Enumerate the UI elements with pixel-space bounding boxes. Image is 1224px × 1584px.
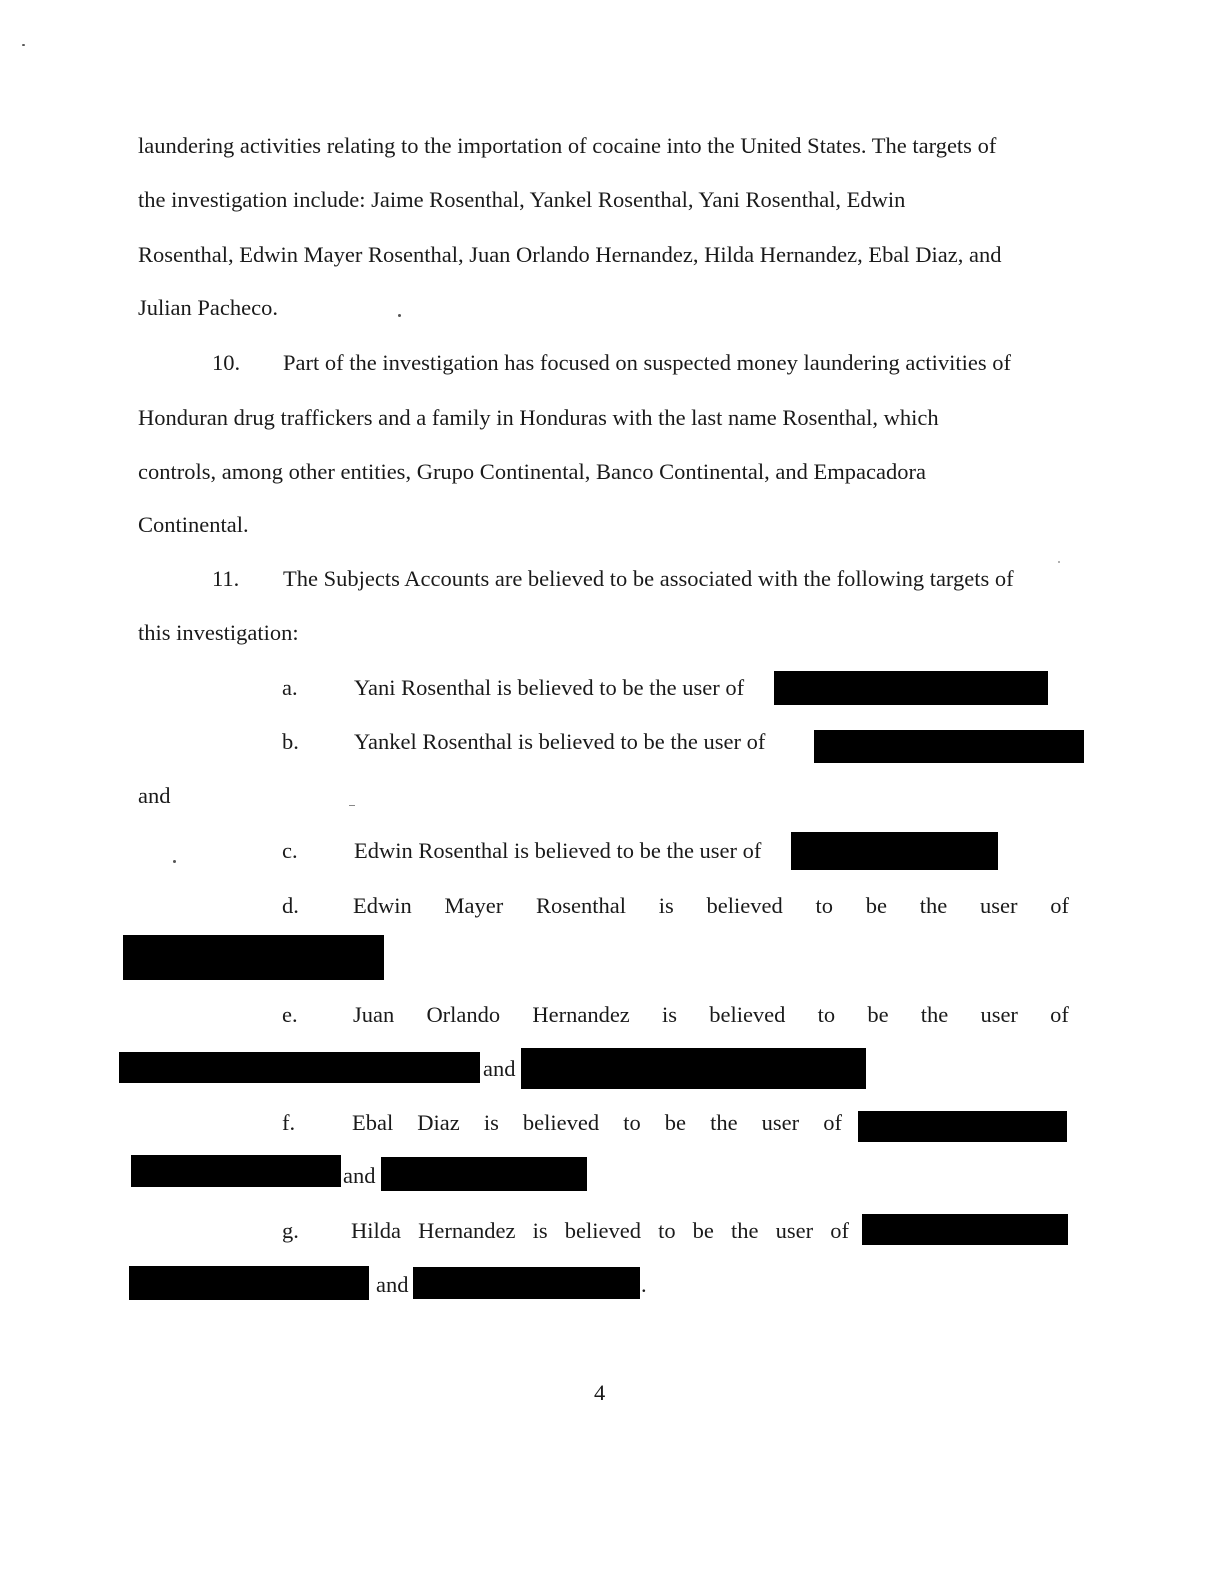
scan-speck bbox=[1058, 561, 1060, 563]
word: Edwin bbox=[353, 893, 412, 918]
redaction-box bbox=[123, 935, 384, 980]
word: to bbox=[815, 893, 833, 918]
word: user bbox=[980, 1002, 1018, 1027]
word: the bbox=[731, 1218, 759, 1243]
scan-speck bbox=[398, 314, 401, 317]
word: of bbox=[830, 1218, 849, 1243]
item-d-line bbox=[353, 895, 1069, 918]
p9-line-2: the investigation include: Jaime Rosenthal, Yankel Rosenthal, Yani Rosenthal, Edwin bbox=[138, 187, 906, 212]
word: of bbox=[823, 1110, 842, 1135]
item-g-and: and bbox=[376, 1272, 409, 1297]
item-f-line bbox=[352, 1112, 842, 1135]
item-b-and: and bbox=[138, 783, 171, 808]
word: be bbox=[692, 1218, 714, 1243]
word: believed bbox=[709, 1002, 786, 1027]
word: Diaz bbox=[417, 1110, 460, 1135]
item-g-line bbox=[351, 1220, 849, 1243]
redaction-box bbox=[413, 1267, 640, 1299]
word: Hernandez bbox=[532, 1002, 630, 1027]
redaction-box bbox=[774, 671, 1048, 705]
word: Orlando bbox=[426, 1002, 501, 1027]
item-b-text: Yankel Rosenthal is believed to be the user of bbox=[354, 729, 766, 754]
word: believed bbox=[706, 893, 783, 918]
word: Mayer bbox=[444, 893, 504, 918]
word: is bbox=[658, 893, 674, 918]
p11-line-2: this investigation: bbox=[138, 620, 299, 645]
item-c-text: Edwin Rosenthal is believed to be the user of bbox=[354, 838, 762, 863]
item-a-letter: a. bbox=[282, 675, 298, 700]
word: Hilda bbox=[351, 1218, 401, 1243]
word: user bbox=[761, 1110, 800, 1135]
item-f-and: and bbox=[343, 1163, 376, 1188]
item-c-letter: c. bbox=[282, 838, 298, 863]
item-a-text: Yani Rosenthal is believed to be the user of bbox=[354, 675, 745, 700]
word: the bbox=[920, 1002, 949, 1027]
p11-line-1: The Subjects Accounts are believed to be associated with the following targets of bbox=[283, 566, 1014, 591]
word: of bbox=[1050, 1002, 1069, 1027]
word: is bbox=[662, 1002, 678, 1027]
p10-line-1: Part of the investigation has focused on suspected money laundering activities of bbox=[283, 350, 1011, 375]
word: to bbox=[623, 1110, 641, 1135]
word: Ebal bbox=[352, 1110, 394, 1135]
p10-line-3: controls, among other entities, Grupo Continental, Banco Continental, and Empacadora bbox=[138, 459, 926, 484]
word: be bbox=[664, 1110, 687, 1135]
p10-number: 10. bbox=[212, 350, 241, 375]
item-e-line bbox=[353, 1004, 1069, 1027]
item-e-letter: e. bbox=[282, 1002, 298, 1027]
redaction-box bbox=[521, 1048, 866, 1089]
word: Juan bbox=[353, 1002, 395, 1027]
word: user bbox=[775, 1218, 814, 1243]
word: of bbox=[1050, 893, 1069, 918]
p9-line-4: Julian Pacheco. bbox=[138, 295, 278, 320]
word: the bbox=[710, 1110, 738, 1135]
redaction-box bbox=[131, 1155, 341, 1187]
redaction-box bbox=[858, 1111, 1067, 1142]
redaction-box bbox=[791, 832, 998, 870]
word: be bbox=[867, 1002, 889, 1027]
p9-line-1: laundering activities relating to the importation of cocaine into the United States. The targets of bbox=[138, 133, 997, 158]
word: is bbox=[483, 1110, 499, 1135]
item-g-period: . bbox=[641, 1272, 647, 1297]
redaction-box bbox=[119, 1052, 480, 1083]
scan-speck bbox=[22, 44, 25, 46]
item-g-letter: g. bbox=[282, 1218, 299, 1243]
page-number: 4 bbox=[594, 1380, 606, 1405]
item-b-letter: b. bbox=[282, 729, 299, 754]
word: to bbox=[817, 1002, 836, 1027]
p9-line-3: Rosenthal, Edwin Mayer Rosenthal, Juan Orlando Hernandez, Hilda Hernandez, Ebal Diaz, and bbox=[138, 242, 1002, 267]
word: Hernandez bbox=[418, 1218, 516, 1243]
p10-line-4: Continental. bbox=[138, 512, 249, 537]
item-d-letter: d. bbox=[282, 893, 299, 918]
word: is bbox=[532, 1218, 548, 1243]
p11-number: 11. bbox=[212, 566, 240, 591]
word: Rosenthal bbox=[535, 893, 626, 918]
item-f-letter: f. bbox=[282, 1110, 296, 1135]
word: user bbox=[979, 893, 1018, 918]
redaction-box bbox=[381, 1157, 587, 1191]
word: the bbox=[919, 893, 948, 918]
word: believed bbox=[522, 1110, 600, 1135]
item-e-and: and bbox=[483, 1056, 516, 1081]
redaction-box bbox=[814, 730, 1084, 763]
redaction-box bbox=[862, 1214, 1068, 1245]
scan-speck bbox=[173, 860, 176, 863]
word: be bbox=[865, 893, 887, 918]
word: believed bbox=[564, 1218, 641, 1243]
word: to bbox=[658, 1218, 676, 1243]
redaction-box bbox=[129, 1266, 369, 1300]
p10-line-2: Honduran drug traffickers and a family in Honduras with the last name Rosenthal, which bbox=[138, 405, 939, 430]
scan-speck bbox=[349, 805, 355, 806]
